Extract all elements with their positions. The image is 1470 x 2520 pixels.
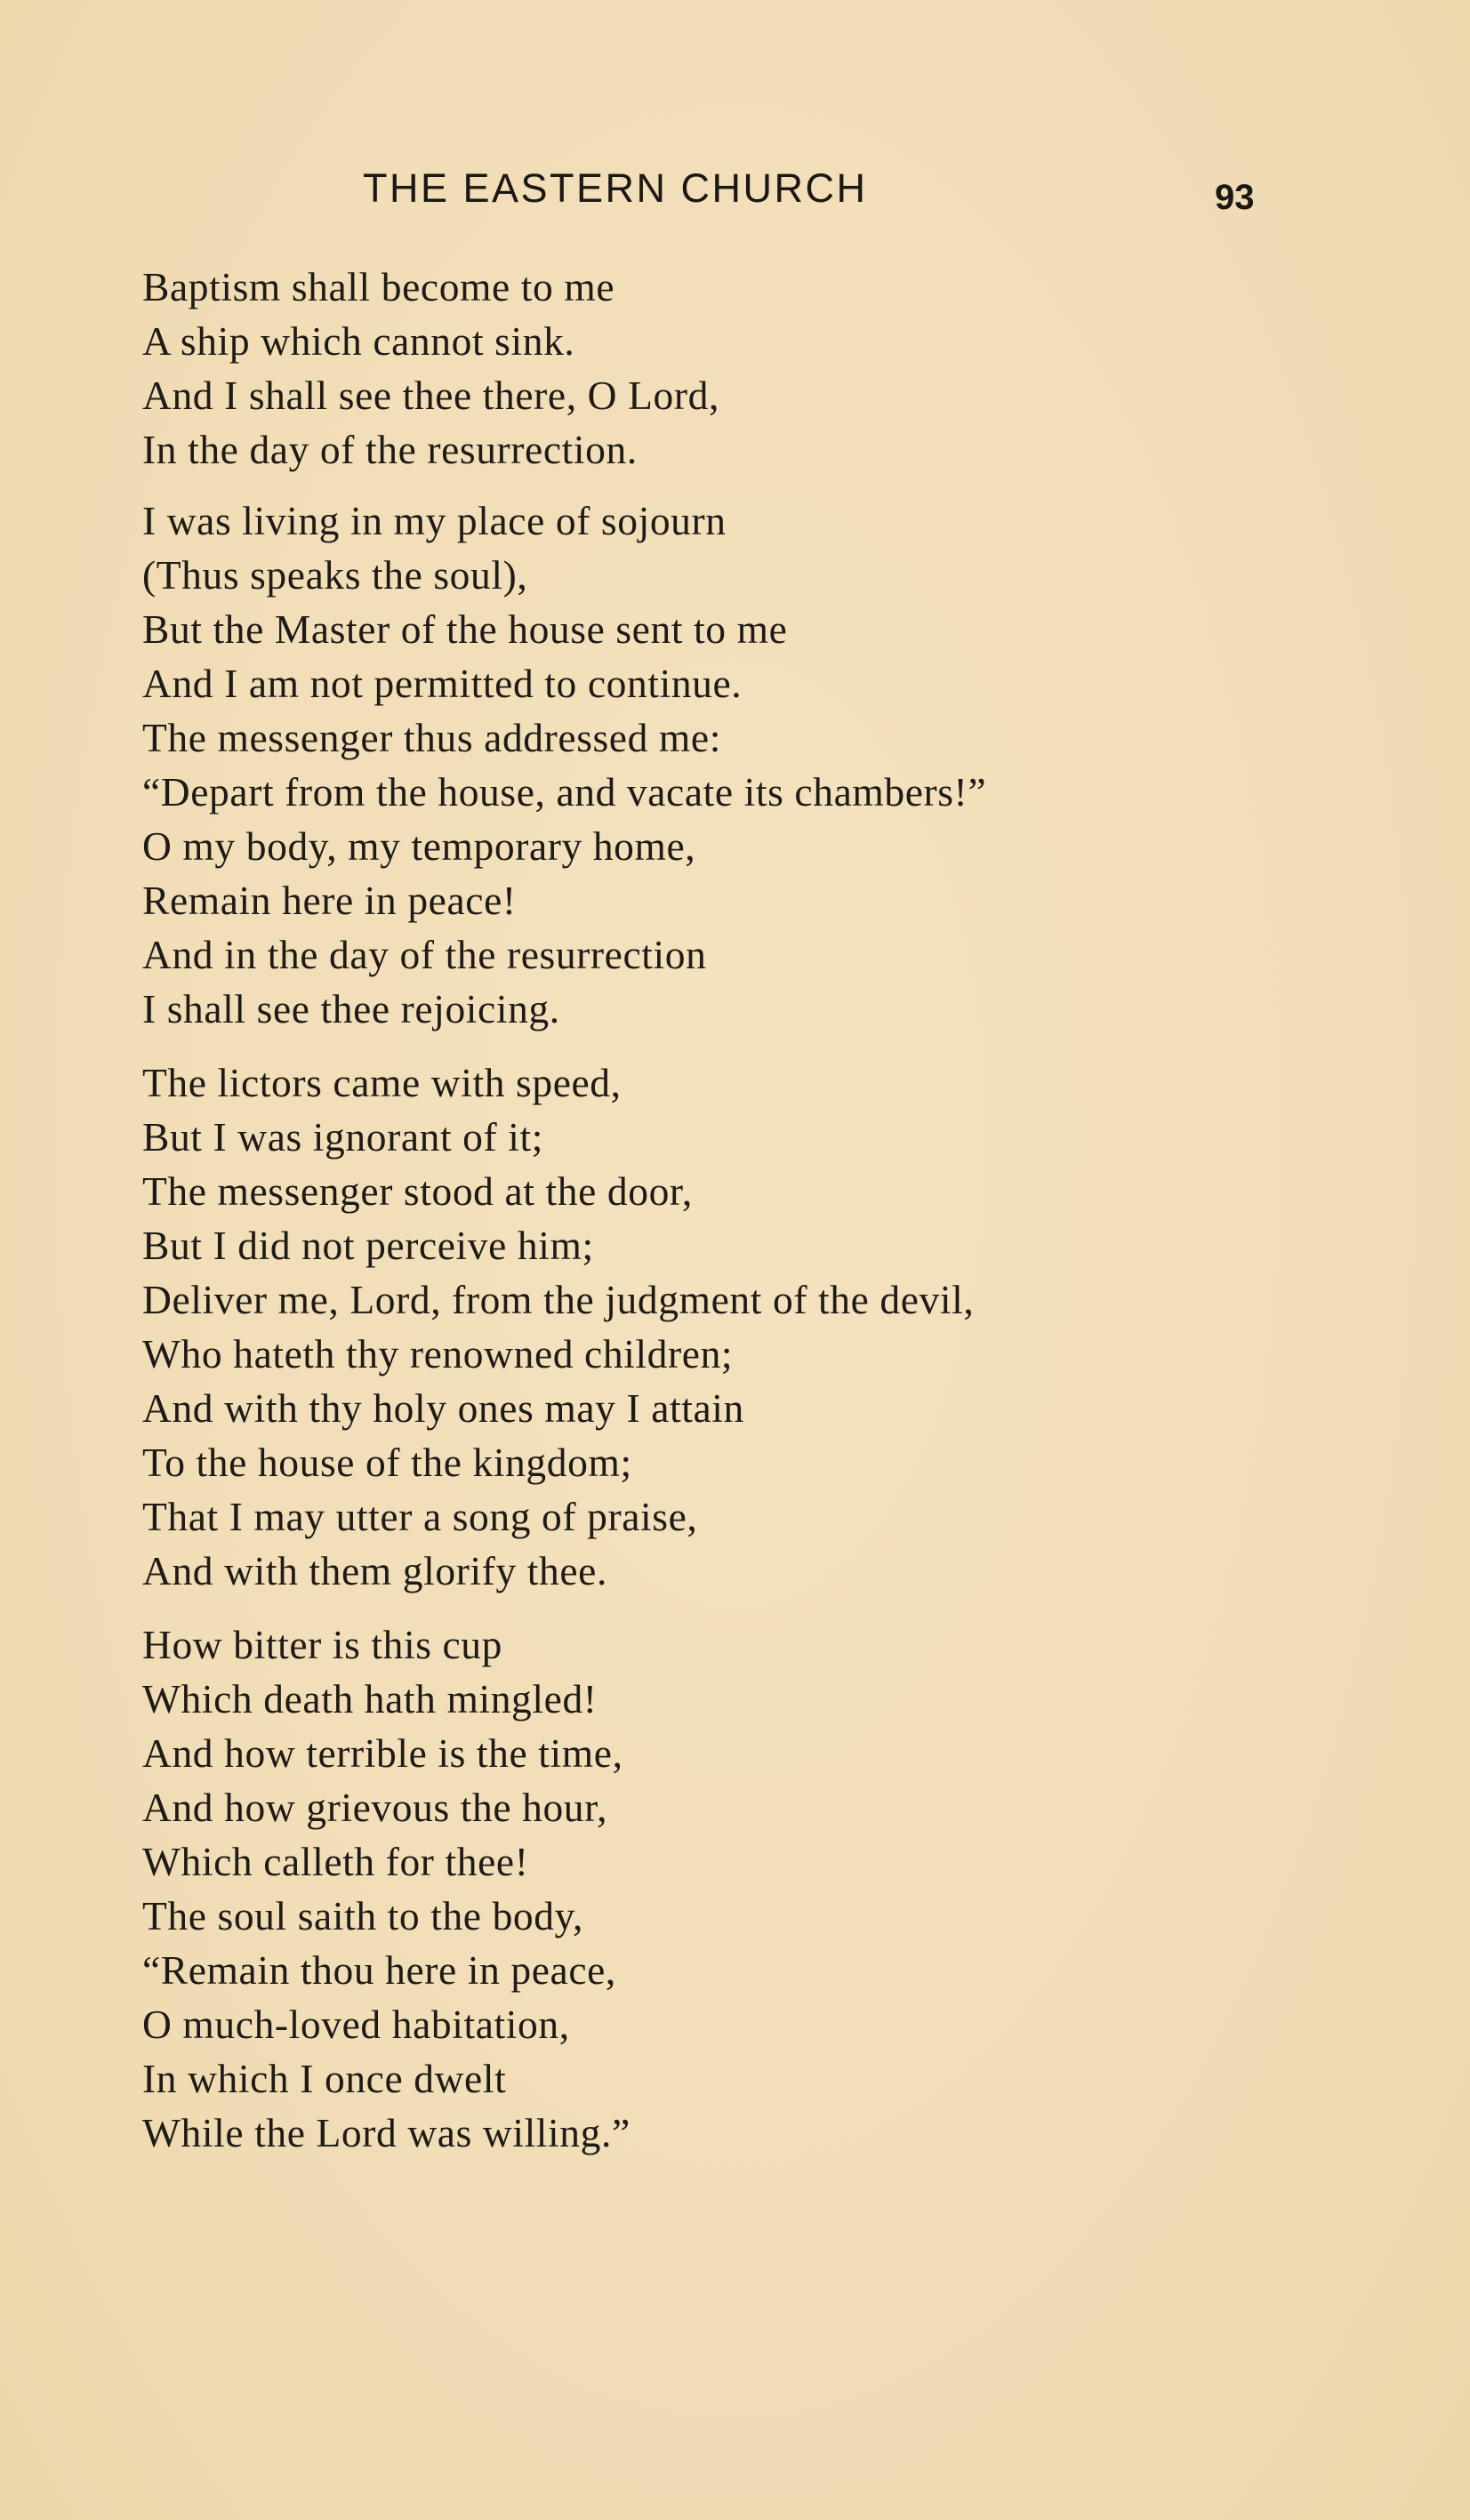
poem-line: “Remain thou here in peace, — [142, 1947, 616, 1993]
running-title: THE EASTERN CHURCH — [363, 165, 868, 211]
poem-line: And in the day of the resurrection — [142, 932, 707, 977]
poem-line: To the house of the kingdom; — [142, 1440, 632, 1485]
poem-line: And how grievous the hour, — [142, 1785, 608, 1830]
poem-line: “Depart from the house, and vacate its chambers!” — [142, 769, 987, 815]
poem-line: While the Lord was willing.” — [142, 2110, 631, 2155]
poem-line: O much-loved habitation, — [142, 2002, 570, 2047]
poem-line: Which death hath mingled! — [142, 1676, 598, 1721]
poem-line: How bitter is this cup — [142, 1622, 502, 1667]
poem-line: And I am not permitted to continue. — [142, 661, 743, 706]
poem-line: But the Master of the house sent to me — [142, 606, 788, 652]
poem-line: The lictors came with speed, — [142, 1060, 622, 1105]
poem-line: And how terrible is the time, — [142, 1730, 623, 1776]
poem-line: And with thy holy ones may I attain — [142, 1385, 744, 1431]
poem-line: That I may utter a song of praise, — [142, 1494, 698, 1539]
poem-line: (Thus speaks the soul), — [142, 552, 528, 598]
poem-line: Who hateth thy renowned children; — [142, 1331, 734, 1376]
poem-line: But I was ignorant of it; — [142, 1114, 543, 1160]
poem-line: But I did not perceive him; — [142, 1223, 594, 1268]
stanza-2 — [142, 494, 1387, 1036]
poem-line: And with them glorify thee. — [142, 1548, 607, 1593]
poem-line: Baptism shall become to me — [142, 264, 615, 309]
poem-line: In the day of the resurrection. — [142, 427, 638, 472]
stanza-3 — [142, 1055, 1387, 1598]
poem-line: O my body, my temporary home, — [142, 823, 696, 869]
poem-line: In which I once dwelt — [142, 2056, 507, 2101]
poem-line: I shall see thee rejoicing. — [142, 986, 560, 1031]
poem-line: The messenger stood at the door, — [142, 1168, 693, 1214]
stanza-1 — [142, 260, 1387, 477]
poem-body — [142, 260, 1387, 2160]
poem-line: Deliver me, Lord, from the judgment of the devil, — [142, 1277, 975, 1322]
poem-line: The messenger thus addressed me: — [142, 715, 721, 760]
stanza-4 — [142, 1617, 1387, 2160]
poem-line: I was living in my place of sojourn — [142, 498, 727, 543]
poem-line: The soul saith to the body, — [142, 1893, 583, 1938]
poem-line: A ship which cannot sink. — [142, 318, 575, 364]
poem-line: Which calleth for thee! — [142, 1839, 529, 1884]
poem-line: And I shall see thee there, O Lord, — [142, 373, 719, 418]
poem-line: Remain here in peace! — [142, 878, 517, 923]
page-number: 93 — [1215, 178, 1255, 217]
